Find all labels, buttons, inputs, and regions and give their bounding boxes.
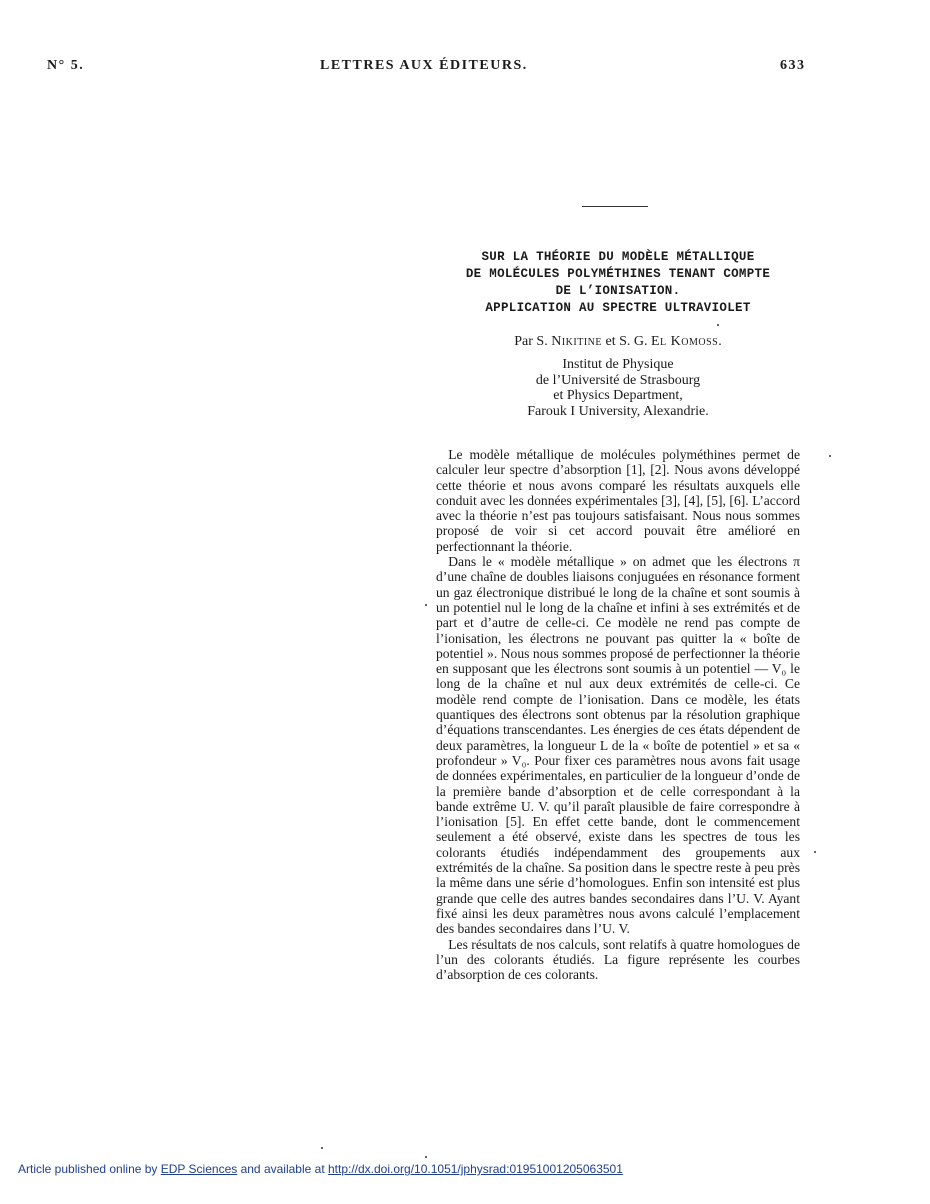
footer-prefix: Article published online by — [18, 1162, 161, 1176]
affiliation-line: Institut de Physique — [562, 357, 674, 372]
paragraph: Dans le « modèle métallique » on admet que les électrons π d’une chaîne de doubles liaisons conjuguées en résonance forment un gaz électronique distribué le long de la chaîne et sont soumis à un potentiel nul le long de la chaîne et infini à ses extrémités et de part et d’autre de celle-ci. Ce modèle ne rend pas compte de l’ionisation, les électrons ne pouvant pas quitter la « boîte de potentiel ». Nous nous sommes proposé de perfectionner la théorie en supposant que les électrons sont soumis à un potentiel — V₀ le long de la chaîne et nul aux deux extrémités de celle-ci. Ce modèle rend compte de l’ionisation. Dans ce modèle, les états quantiques des électrons sont obtenus par la résolution graphique d’équations transcendantes. Les énergies de ces états dépendent de deux paramètres, la longueur L de la « boîte de potentiel » et sa « profondeur » V₀. Pour fixer ces paramètres nous avons fait usage de données expérimentales, en particulier de la longueur d’onde de la première bande d’absorption et de celle correspondant à la bande extrême U. V. qu’il paraît plausible de faire correspondre à l’ionisation [5]. En effet cette bande, dont le commencement seulement a été observé, existe dans les spectres de tous les colorants étudiés indépendamment des groupements aux extrémités de la chaîne. Sa position dans le spectre reste à peu près la même dans une série d’homologues. Enfin son intensité est plus grande que celle des autres bandes secondaires dans l’U. V. Ayant fixé ainsi les deux paramètres nous avons calculé l’emplacement des bandes secondaires dans l’U. V. — [436, 554, 800, 937]
author-name: Nikitine — [551, 334, 602, 349]
publication-footer — [18, 1162, 623, 1176]
affiliation-line: et Physics Department, — [553, 388, 683, 403]
issue-number: N° 5. — [47, 58, 85, 73]
title-line: SUR LA THÉORIE DU MODÈLE MÉTALLIQUE — [481, 250, 755, 264]
affiliation — [436, 357, 800, 419]
separator-rule — [582, 206, 648, 207]
paragraph: Le modèle métallique de molécules polyméthines permet de calculer leur spectre d’absorption [1], [2]. Nous avons développé cette théorie et nous avons comparé les résultats auxquels elle conduit avec les données expérimentales [3], [4], [5], [6]. L’accord avec la théorie n’est pas toujours satisfaisant. Nous nous sommes proposé de voir si cet accord pouvait être amélioré en perfectionnant la théorie. — [436, 447, 800, 554]
running-header: LETTRES AUX ÉDITEURS. — [320, 58, 528, 73]
scan-speck — [814, 851, 816, 853]
publisher-link[interactable]: EDP Sciences — [160, 1162, 238, 1176]
paragraph: Les résultats de nos calculs, sont relatifs à quatre homologues de l’un des colorants étudiés. La figure représente les courbes d’absorption de ces colorants. — [436, 936, 800, 983]
author-line — [436, 334, 800, 350]
author-suffix: . — [718, 334, 722, 349]
title-line: DE L’IONISATION. — [555, 284, 681, 298]
scan-speck — [829, 455, 831, 457]
author-conjunction: et S. G. — [601, 334, 651, 349]
scan-speck — [425, 604, 427, 606]
title-line: APPLICATION AU SPECTRE ULTRAVIOLET — [485, 301, 751, 315]
article-title — [436, 249, 800, 317]
footer-middle: and available at — [237, 1162, 328, 1176]
affiliation-line: Farouk I University, Alexandrie. — [527, 403, 709, 419]
author-name: El Komoss — [650, 334, 719, 349]
title-line: DE MOLÉCULES POLYMÉTHINES TENANT COMPTE — [465, 267, 771, 281]
author-prefix: Par S. — [514, 334, 552, 349]
article-body — [436, 447, 800, 982]
page-number: 633 — [780, 58, 806, 73]
scan-speck — [321, 1147, 323, 1149]
scan-speck — [717, 324, 719, 326]
doi-link[interactable]: http://dx.doi.org/10.1051/jphysrad:01951001205063501 — [327, 1162, 623, 1176]
scan-speck — [425, 1156, 427, 1158]
affiliation-line: de l’Université de Strasbourg — [535, 372, 701, 388]
